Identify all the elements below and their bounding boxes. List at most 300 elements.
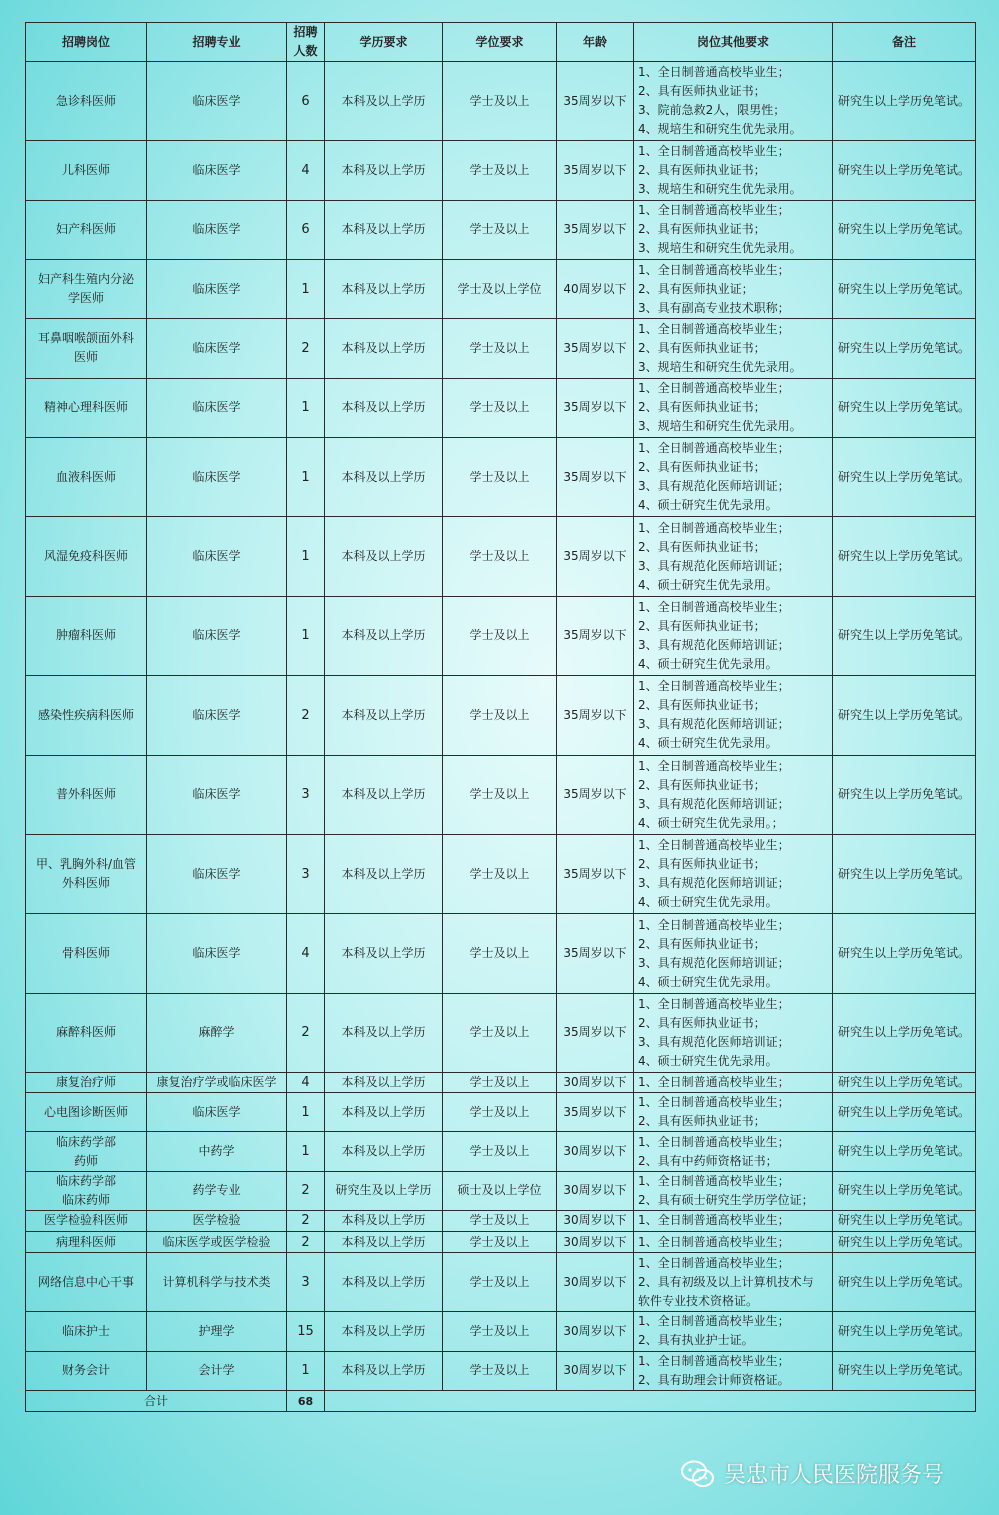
cell-age: 30周岁以下 [557,1351,634,1390]
cell-position [26,141,147,200]
table-row [26,319,976,378]
cell-degree: 学士及以上 [443,834,557,913]
cell-note: 研究生以上学历免笔试。 [833,834,976,913]
cell-count: 3 [287,755,325,834]
wechat-icon [680,1459,716,1489]
requirement-line: 3、具有规范化医师培训证； [638,558,790,573]
cell-age: 35周岁以下 [557,1093,634,1132]
requirement-line: 1、全日制普通高校毕业生； [638,1353,790,1368]
cell-education: 本科及以上学历 [325,1312,443,1351]
cell-requirements [634,1171,833,1210]
cell-major: 临床医学 [147,200,287,259]
cell-requirements [634,260,833,319]
cell-education: 本科及以上学历 [325,1253,443,1312]
cell-education: 本科及以上学历 [325,1231,443,1252]
cell-note: 研究生以上学历免笔试。 [833,517,976,596]
cell-position [26,596,147,675]
table-row [26,755,976,834]
requirement-line: 1、全日制普通高校毕业生； [638,1134,790,1149]
cell-major: 临床医学 [147,914,287,993]
requirement-line: 3、具有规范化医师培训证； [638,796,790,811]
requirement-line: 2、具有医师执业证书； [638,222,766,237]
header-age: 年龄 [557,23,634,62]
footer-total-value: 68 [287,1391,325,1412]
cell-age: 35周岁以下 [557,993,634,1072]
cell-requirements [634,1132,833,1171]
cell-requirements [634,596,833,675]
requirement-line: 2、具有医师执业证书； [638,698,766,713]
position-line: 心电图诊断医师 [43,1104,128,1119]
cell-age: 30周岁以下 [557,1312,634,1351]
cell-major: 临床医学 [147,260,287,319]
watermark-text: 吴忠市人民医院服务号 [724,1463,945,1488]
requirement-line: 1、全日制普通高校毕业生； [638,679,790,694]
requirement-line: 1、全日制普通高校毕业生； [638,203,790,218]
cell-major: 临床医学 [147,319,287,378]
cell-education: 本科及以上学历 [325,1073,443,1093]
requirement-line: 2、具有医师执业证书； [638,857,766,872]
requirement-line: 3、具有规范化医师培训证； [638,479,790,494]
cell-education: 本科及以上学历 [325,378,443,437]
cell-position [26,1231,147,1252]
requirement-line: 3、院前急救2人，限男性； [638,103,786,118]
cell-note: 研究生以上学历免笔试。 [833,200,976,259]
requirement-line: 3、规培生和研究生优先录用。 [638,241,802,256]
cell-note: 研究生以上学历免笔试。 [833,1210,976,1231]
requirement-line: 3、规培生和研究生优先录用。 [638,419,802,434]
cell-degree: 学士及以上 [443,755,557,834]
cell-major: 临床医学 [147,378,287,437]
cell-requirements [634,755,833,834]
requirement-line: 4、硕士研究生优先录用。 [638,895,778,910]
requirement-line: 4、硕士研究生优先录用。 [638,498,778,513]
position-line: 骨科医师 [61,946,110,961]
cell-requirements [634,1093,833,1132]
cell-age: 30周岁以下 [557,1073,634,1093]
cell-age: 30周岁以下 [557,1210,634,1231]
cell-major: 临床医学 [147,437,287,516]
recruitment-table-frame [25,22,975,1412]
cell-major: 医学检验 [147,1210,287,1231]
cell-education: 本科及以上学历 [325,993,443,1072]
cell-count: 1 [287,1132,325,1171]
cell-education: 研究生及以上学历 [325,1171,443,1210]
requirement-line: 3、具有规范化医师培训证； [638,717,790,732]
cell-age: 40周岁以下 [557,260,634,319]
cell-count: 6 [287,62,325,141]
cell-note: 研究生以上学历免笔试。 [833,1231,976,1252]
position-line: 临床护士 [61,1323,110,1338]
cell-age: 35周岁以下 [557,437,634,516]
requirement-line: 2、具有医师执业证书； [638,1015,766,1030]
position-line: 病理科医师 [55,1234,116,1249]
cell-note: 研究生以上学历免笔试。 [833,378,976,437]
cell-position [26,1253,147,1312]
requirement-line: 4、硕士研究生优先录用。 [638,656,778,671]
cell-requirements [634,378,833,437]
header-education: 学历要求 [325,23,443,62]
cell-major: 临床医学 [147,755,287,834]
cell-age: 35周岁以下 [557,596,634,675]
cell-age: 35周岁以下 [557,676,634,755]
cell-major: 麻醉学 [147,993,287,1072]
position-line: 耳鼻咽喉颌面外科 [37,331,134,346]
requirement-line: 3、具有规范化医师培训证； [638,876,790,891]
requirement-line: 2、具有初级及以上计算机技术与 [638,1274,814,1289]
cell-note: 研究生以上学历免笔试。 [833,319,976,378]
position-line: 药师 [73,1153,98,1168]
position-line: 妇产科医师 [55,222,116,237]
cell-major: 临床医学 [147,1093,287,1132]
requirement-line: 1、全日制普通高校毕业生； [638,441,790,456]
table-row [26,676,976,755]
requirement-line: 3、规培生和研究生优先录用。 [638,182,802,197]
cell-degree: 学士及以上 [443,62,557,141]
header-degree: 学位要求 [443,23,557,62]
cell-count: 1 [287,378,325,437]
cell-degree: 学士及以上 [443,596,557,675]
cell-major: 康复治疗学或临床医学 [147,1073,287,1093]
cell-position [26,993,147,1072]
table-row [26,993,976,1072]
position-line: 医师 [73,350,98,365]
cell-position [26,319,147,378]
position-line: 临床药师 [61,1192,110,1207]
cell-age: 35周岁以下 [557,517,634,596]
cell-age: 30周岁以下 [557,1132,634,1171]
cell-degree: 学士及以上 [443,1253,557,1312]
requirement-line: 1、全日制普通高校毕业生； [638,144,790,159]
requirement-line: 2、具有助理会计师资格证。 [638,1372,790,1387]
cell-major: 临床医学 [147,62,287,141]
cell-education: 本科及以上学历 [325,1093,443,1132]
cell-count: 2 [287,1171,325,1210]
header-note: 备注 [833,23,976,62]
position-line: 风湿免疫科医师 [43,549,128,563]
cell-count: 4 [287,141,325,200]
cell-note: 研究生以上学历免笔试。 [833,914,976,993]
cell-education: 本科及以上学历 [325,834,443,913]
requirement-line: 4、硕士研究生优先录用。 [638,974,778,989]
cell-requirements [634,834,833,913]
cell-requirements [634,437,833,516]
cell-degree: 学士及以上 [443,319,557,378]
position-line: 外科医师 [61,876,110,891]
watermark [680,1458,944,1489]
header-major: 招聘专业 [147,23,287,62]
cell-age: 30周岁以下 [557,1231,634,1252]
cell-note: 研究生以上学历免笔试。 [833,62,976,141]
requirement-line: 1、全日制普通高校毕业生； [638,1234,790,1249]
cell-position [26,378,147,437]
requirement-line: 2、具有医师执业证书； [638,340,766,355]
cell-position [26,1073,147,1093]
requirement-line: 4、硕士研究生优先录用。 [638,1053,778,1068]
position-line: 血液科医师 [55,469,116,484]
cell-major: 临床医学 [147,596,287,675]
cell-degree: 学士及以上 [443,1073,557,1093]
table-row [26,1073,976,1093]
table-row [26,260,976,319]
cell-degree: 学士及以上 [443,517,557,596]
cell-count: 2 [287,676,325,755]
cell-age: 35周岁以下 [557,834,634,913]
requirement-line: 2、具有医师执业证书； [638,539,766,554]
requirement-line: 2、具有中药师资格证书； [638,1153,778,1168]
cell-note: 研究生以上学历免笔试。 [833,1073,976,1093]
cell-major: 药学专业 [147,1171,287,1210]
cell-requirements [634,1073,833,1093]
position-line: 精神心理科医师 [43,400,128,415]
cell-degree: 学士及以上 [443,1093,557,1132]
cell-education: 本科及以上学历 [325,596,443,675]
cell-note: 研究生以上学历免笔试。 [833,1351,976,1390]
requirement-line: 1、全日制普通高校毕业生； [638,381,790,396]
cell-count: 1 [287,1093,325,1132]
requirement-line: 1、全日制普通高校毕业生； [638,65,790,80]
cell-position [26,1351,147,1390]
requirement-line: 1、全日制普通高校毕业生； [638,838,790,853]
cell-requirements [634,319,833,378]
cell-requirements [634,141,833,200]
cell-degree: 学士及以上 [443,200,557,259]
cell-degree: 学士及以上 [443,1231,557,1252]
requirement-line: 2、具有医师执业证书； [638,777,766,792]
requirement-line: 3、具有规范化医师培训证； [638,637,790,652]
requirement-line: 2、具有执业护士证。 [638,1333,754,1348]
cell-position [26,517,147,596]
requirement-line: 4、规培生和研究生优先录用。 [638,122,802,137]
cell-requirements [634,200,833,259]
header-count-line-2: 人数 [293,44,318,58]
table-row [26,1312,976,1351]
cell-age: 35周岁以下 [557,200,634,259]
position-line: 医学检验科医师 [43,1213,128,1228]
requirement-line: 1、全日制普通高校毕业生； [638,1075,790,1090]
cell-degree: 学士及以上学位 [443,260,557,319]
table-row [26,1253,976,1312]
requirement-line: 1、全日制普通高校毕业生； [638,996,790,1011]
cell-major: 护理学 [147,1312,287,1351]
requirement-line: 1、全日制普通高校毕业生； [638,1173,790,1188]
requirement-line: 3、具有规范化医师培训证； [638,955,790,970]
table-row [26,437,976,516]
cell-requirements [634,517,833,596]
table-row [26,914,976,993]
requirement-line: 1、全日制普通高校毕业生； [638,1255,790,1270]
cell-education: 本科及以上学历 [325,676,443,755]
position-line: 临床药学部 [55,1134,116,1149]
cell-degree: 学士及以上 [443,1210,557,1231]
cell-note: 研究生以上学历免笔试。 [833,1171,976,1210]
cell-major: 临床医学 [147,834,287,913]
requirement-line: 3、具有规范化医师培训证； [638,1034,790,1049]
cell-position [26,1093,147,1132]
requirement-line: 1、全日制普通高校毕业生； [638,917,790,932]
header-count-line-1: 招聘 [293,25,318,39]
table-row [26,200,976,259]
cell-note: 研究生以上学历免笔试。 [833,1093,976,1132]
position-line: 急诊科医师 [55,93,116,108]
cell-note: 研究生以上学历免笔试。 [833,141,976,200]
requirement-line: 2、具有医师执业证书； [638,936,766,951]
position-line: 网络信息中心干事 [37,1274,134,1289]
cell-major: 计算机科学与技术类 [147,1253,287,1312]
cell-count: 2 [287,319,325,378]
table-row [26,1231,976,1252]
position-line: 普外科医师 [55,787,116,802]
cell-count: 2 [287,1231,325,1252]
cell-age: 35周岁以下 [557,62,634,141]
table-row [26,517,976,596]
cell-requirements [634,1312,833,1351]
requirement-line: 1、全日制普通高校毕业生； [638,1095,790,1110]
requirement-line: 1、全日制普通高校毕业生； [638,520,790,535]
cell-age: 35周岁以下 [557,378,634,437]
cell-note: 研究生以上学历免笔试。 [833,755,976,834]
cell-position [26,62,147,141]
cell-major: 会计学 [147,1351,287,1390]
footer-total-label: 合计 [26,1391,287,1412]
cell-education: 本科及以上学历 [325,260,443,319]
cell-position [26,1312,147,1351]
cell-major: 临床医学 [147,141,287,200]
cell-note: 研究生以上学历免笔试。 [833,676,976,755]
cell-count: 1 [287,437,325,516]
header-position: 招聘岗位 [26,23,147,62]
cell-education: 本科及以上学历 [325,319,443,378]
cell-count: 3 [287,1253,325,1312]
cell-degree: 学士及以上 [443,993,557,1072]
requirement-line: 3、具有副高专业技术职称； [638,300,790,315]
cell-count: 2 [287,993,325,1072]
table-row [26,1351,976,1390]
position-line: 康复治疗师 [55,1075,116,1090]
header-count [287,23,325,62]
cell-note: 研究生以上学历免笔试。 [833,1253,976,1312]
position-line: 财务会计 [61,1363,110,1378]
table-row [26,378,976,437]
cell-major: 临床医学或医学检验 [147,1231,287,1252]
cell-position [26,676,147,755]
cell-count: 4 [287,1073,325,1093]
position-line: 学医师 [67,291,104,306]
cell-education: 本科及以上学历 [325,1132,443,1171]
cell-position [26,1171,147,1210]
cell-position [26,437,147,516]
cell-requirements [634,993,833,1072]
requirement-line: 1、全日制普通高校毕业生； [638,1213,790,1228]
cell-major: 中药学 [147,1132,287,1171]
cell-education: 本科及以上学历 [325,200,443,259]
cell-age: 30周岁以下 [557,1253,634,1312]
cell-note: 研究生以上学历免笔试。 [833,1312,976,1351]
cell-education: 本科及以上学历 [325,1210,443,1231]
requirement-line: 2、具有医师执业证书； [638,84,766,99]
cell-note: 研究生以上学历免笔试。 [833,596,976,675]
requirement-line: 2、具有医师执业证书； [638,460,766,475]
requirement-line: 软件专业技术资格证。 [638,1293,759,1308]
cell-count: 3 [287,834,325,913]
cell-requirements [634,676,833,755]
cell-education: 本科及以上学历 [325,914,443,993]
cell-age: 35周岁以下 [557,914,634,993]
cell-position [26,260,147,319]
cell-count: 4 [287,914,325,993]
table-row [26,141,976,200]
cell-position [26,834,147,913]
position-line: 感染性疾病科医师 [37,707,134,722]
cell-degree: 学士及以上 [443,141,557,200]
cell-requirements [634,1210,833,1231]
cell-position [26,755,147,834]
cell-education: 本科及以上学历 [325,437,443,516]
requirement-line: 4、硕士研究生优先录用。 [638,577,778,592]
requirement-line: 2、具有医师执业证书； [638,1114,766,1129]
recruitment-table [25,22,976,1412]
cell-degree: 学士及以上 [443,1351,557,1390]
cell-note: 研究生以上学历免笔试。 [833,437,976,516]
cell-requirements [634,1351,833,1390]
position-line: 甲、乳胸外科/血管 [35,857,137,872]
requirement-line: 1、全日制普通高校毕业生； [638,321,790,336]
cell-degree: 硕士及以上学位 [443,1171,557,1210]
position-line: 儿科医师 [61,163,110,178]
requirement-line: 4、硕士研究生优先录用。； [638,815,784,830]
cell-requirements [634,1253,833,1312]
cell-position [26,1210,147,1231]
cell-count: 1 [287,1351,325,1390]
cell-education: 本科及以上学历 [325,141,443,200]
table-row [26,62,976,141]
position-line: 麻醉科医师 [55,1025,116,1040]
table-row [26,596,976,675]
cell-degree: 学士及以上 [443,378,557,437]
cell-education: 本科及以上学历 [325,755,443,834]
cell-note: 研究生以上学历免笔试。 [833,1132,976,1171]
cell-education: 本科及以上学历 [325,517,443,596]
requirement-line: 1、全日制普通高校毕业生； [638,758,790,773]
requirement-line: 1、全日制普通高校毕业生； [638,599,790,614]
cell-requirements [634,62,833,141]
requirement-line: 1、全日制普通高校毕业生； [638,1314,790,1329]
cell-degree: 学士及以上 [443,1132,557,1171]
cell-age: 35周岁以下 [557,755,634,834]
table-body [26,62,976,1391]
cell-education: 本科及以上学历 [325,1351,443,1390]
requirement-line: 2、具有医师执业证书； [638,618,766,633]
requirement-line: 4、硕士研究生优先录用。 [638,736,778,751]
cell-education: 本科及以上学历 [325,62,443,141]
cell-count: 2 [287,1210,325,1231]
cell-position [26,200,147,259]
cell-degree: 学士及以上 [443,914,557,993]
cell-degree: 学士及以上 [443,1312,557,1351]
table-row [26,1210,976,1231]
cell-count: 6 [287,200,325,259]
requirement-line: 2、具有医师执业证书； [638,400,766,415]
cell-requirements [634,1231,833,1252]
cell-count: 1 [287,596,325,675]
cell-count: 15 [287,1312,325,1351]
table-row [26,1093,976,1132]
cell-position [26,1132,147,1171]
footer-empty [325,1391,976,1412]
cell-major: 临床医学 [147,676,287,755]
cell-age: 30周岁以下 [557,1171,634,1210]
cell-degree: 学士及以上 [443,437,557,516]
cell-major: 临床医学 [147,517,287,596]
